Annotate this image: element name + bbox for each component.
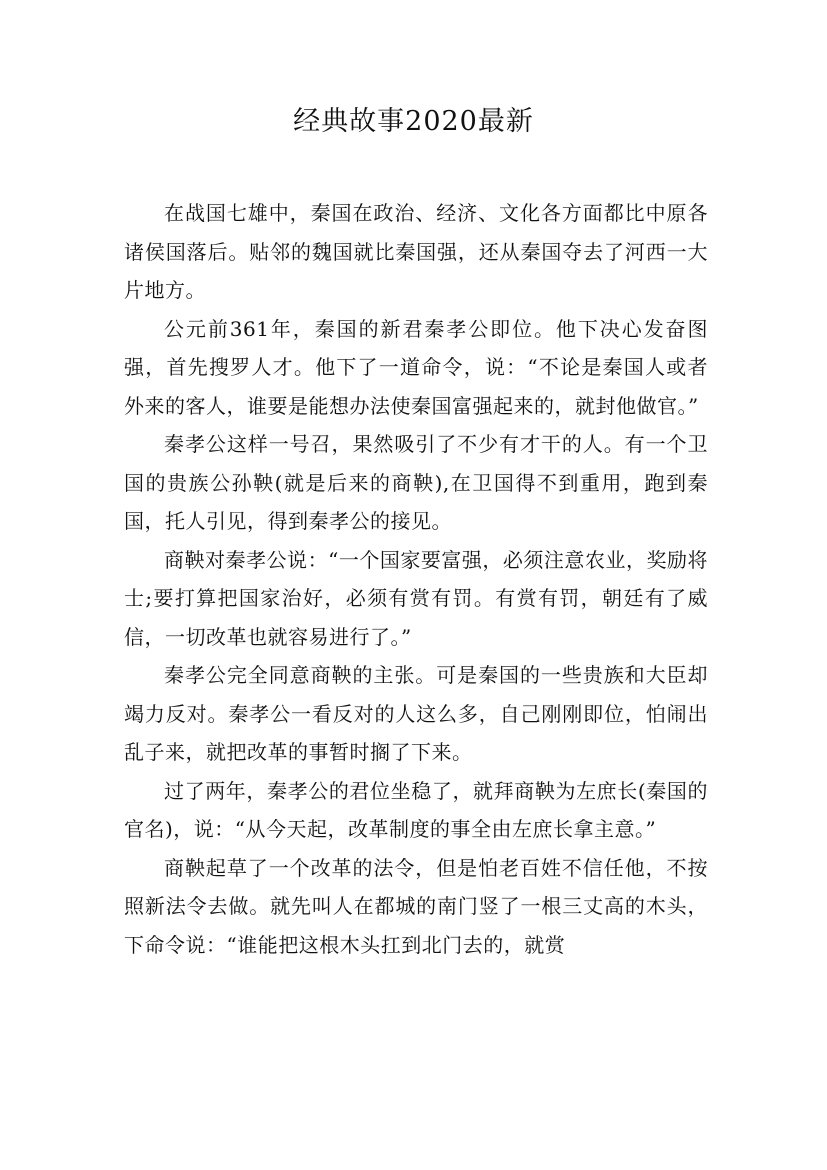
paragraph: 在战国七雄中，秦国在政治、经济、文化各方面都比中原各诸侯国落后。贴邻的魏国就比秦国强，还从秦国夺去了河西一大片地方。 bbox=[124, 201, 708, 302]
paragraph: 秦孝公这样一号召，果然吸引了不少有才干的人。有一个卫国的贵族公孙鞅(就是后来的商鞅),在卫国得不到重用，跑到秦国，托人引见，得到秦孝公的接见。 bbox=[124, 432, 708, 533]
paragraph: 过了两年，秦孝公的君位坐稳了，就拜商鞅为左庶长(秦国的官名)，说：“从今天起，改革制度的事全由左庶长拿主意。” bbox=[124, 778, 708, 841]
document-body bbox=[124, 194, 708, 964]
paragraph: 商鞅对秦孝公说：“一个国家要富强，必须注意农业，奖励将士;要打算把国家治好，必须有赏有罚。有赏有罚，朝廷有了威信，一切改革也就容易进行了。” bbox=[124, 547, 708, 649]
paragraph: 商鞅起草了一个改革的法令，但是怕老百姓不信任他，不按照新法令去做。就先叫人在都城的南门竖了一根三丈高的木头，下命令说：“谁能把这根木头扛到北门去的，就赏 bbox=[124, 855, 708, 957]
document-title: 经典故事2020最新 bbox=[293, 106, 534, 137]
paragraph: 秦孝公完全同意商鞅的主张。可是秦国的一些贵族和大臣却竭力反对。秦孝公一看反对的人这么多，自己刚刚即位，怕闹出乱子来，就把改革的事暂时搁了下来。 bbox=[124, 663, 708, 764]
paragraph: 公元前361年，秦国的新君秦孝公即位。他下决心发奋图强，首先搜罗人才。他下了一道命令，说：“不论是秦国人或者外来的客人，谁要是能想办法使秦国富强起来的，就封他做官。” bbox=[124, 316, 708, 418]
